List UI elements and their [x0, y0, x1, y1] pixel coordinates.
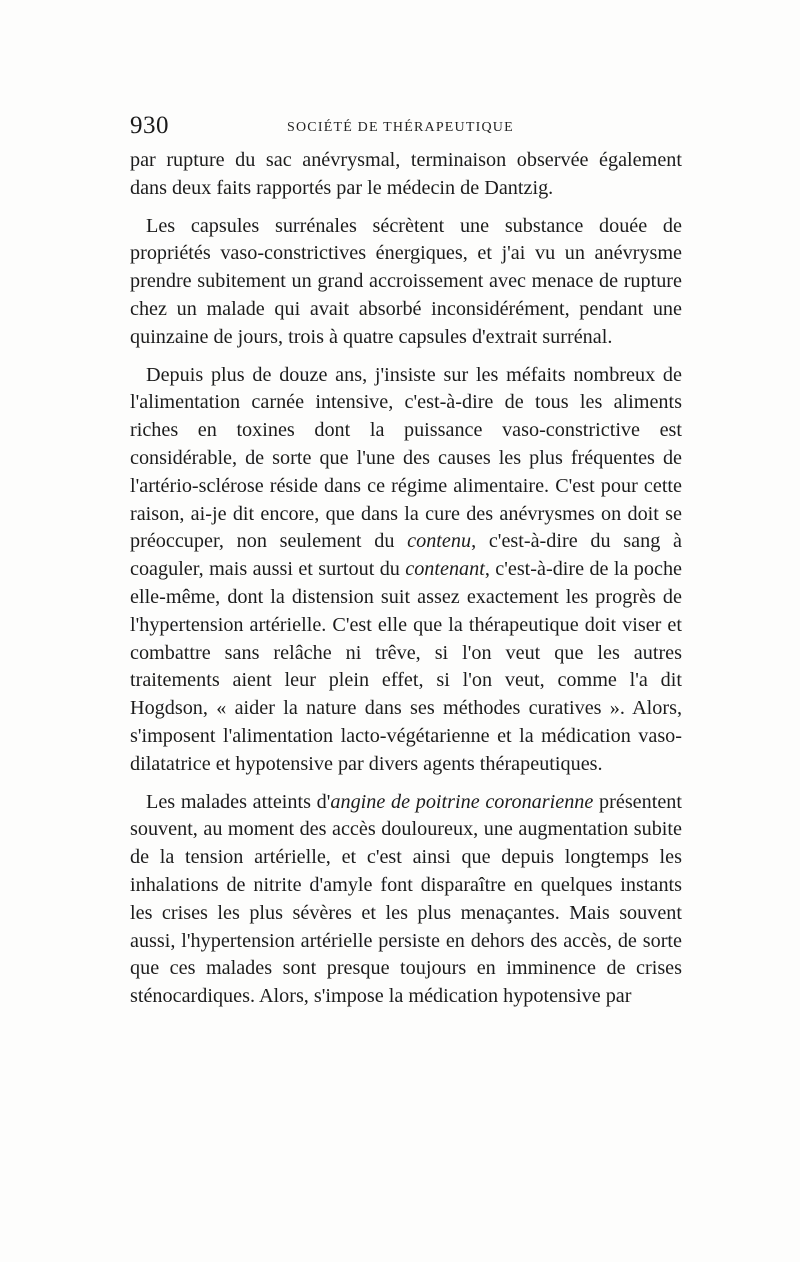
italic-term-contenu: contenu: [407, 530, 472, 553]
paragraph-text: Les malades atteints d': [146, 790, 331, 813]
italic-term-angine: angine de poitrine coronarienne: [330, 790, 594, 813]
italic-term-contenant: contenant: [405, 558, 485, 581]
paragraph-angine: [130, 789, 682, 1011]
paragraph-text: , c'est-à-dire de la poche elle-même, dont la distension suit assez exactement les progrès de l'hypertension artérielle. C'est elle que la thérapeutique doit viser et combattre sans relâche ni trêve, si l'on veut que les autres traitements aient leur plein effet, si l'on veut, comme l'a dit Hogdson, « aider la nature dans ses méthodes curatives ». Alors, s'imposent l'alimentation lacto-végétarienne et la médication vaso-dilatatrice et hypotensive par divers agents thérapeutiques.: [130, 558, 682, 775]
paragraph-alimentation: [130, 362, 682, 779]
paragraph-capsules: Les capsules surrénales sécrètent une substance douée de propriétés vaso-constrictives énergiques, et j'ai vu un anévrysme prendre subitement un grand accroissement avec menace de rupture chez un malade qui avait absorbé inconsidérément, pendant une quinzaine de jours, trois à quatre capsules d'extrait surrénal.: [130, 214, 682, 348]
paragraph-text: Depuis plus de douze ans, j'insiste sur les méfaits nombreux de l'alimentation carnée intensive, c'est-à-dire de tous les aliments riches en toxines dont la puissance vaso-constrictive est considérable, de sorte que l'une des causes les plus fréquentes de l'artério-sclérose réside dans ce régime alimentaire. C'est pour cette raison, ai-je dit encore, que dans la cure des anévrysmes on doit se préoccuper, non seulement du: [130, 363, 682, 553]
paragraph-continued: par rupture du sac anévrysmal, terminaison observée également dans deux faits rapportés par le médecin de Dantzig.: [130, 149, 682, 199]
paragraph-text: , c'est-à-dire du sang à coaguler, mais aussi et surtout du: [130, 530, 683, 581]
page-number: 930: [130, 112, 169, 139]
page-header: [130, 112, 675, 146]
body-text: [130, 147, 682, 1011]
paragraph-text: présentent souvent, au moment des accès douloureux, une augmentation subite de la tension artérielle, et c'est ainsi que depuis longtemps les inhalations de nitrite d'amyle font disparaître en quelques instants les crises les plus sévères et les plus menaçantes. Mais souvent aussi, l'hypertension artérielle persiste en dehors des accès, de sorte que ces malades sont presque toujours en imminence de crises sténocardiques. Alors, s'impose la médication hypotensive par: [130, 790, 682, 1008]
running-head: SOCIÉTÉ DE THÉRAPEUTIQUE: [287, 120, 514, 135]
